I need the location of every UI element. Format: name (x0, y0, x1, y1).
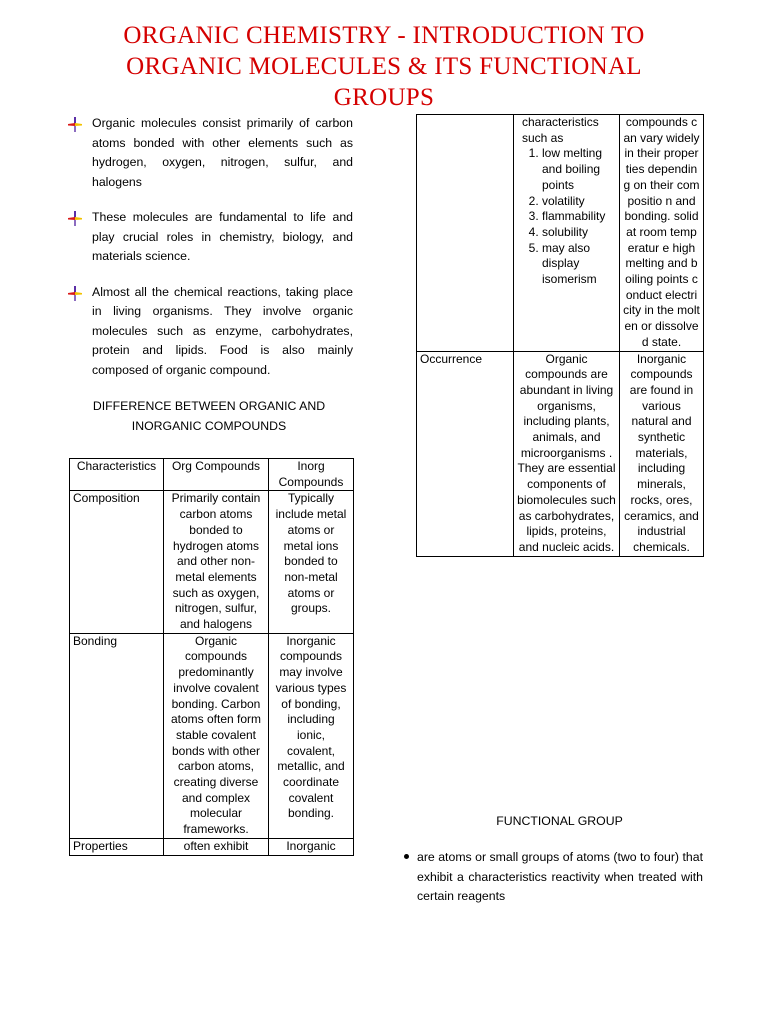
title-line-1: ORGANIC CHEMISTRY - INTRODUCTION TO (123, 22, 645, 49)
table-cell: Organic compounds are abundant in living organisms, including plants, animals, and microorganisms . They are essential components of biomolecules such as carbohydrates, lipids, proteins, and nucleic acids. (514, 351, 620, 556)
functional-group-heading: FUNCTIONAL GROUP (496, 814, 623, 828)
functional-group-list (400, 848, 703, 907)
row-label: Occurrence (417, 351, 514, 556)
table-row (70, 633, 354, 838)
functional-group-text: are atoms or small groups of atoms (two to four) that exhibit a characteristics reactivity when treated with certain reagents (417, 850, 703, 903)
comparison-table-left (69, 458, 354, 856)
table-cell: Inorganic compounds are found in various natural and synthetic materials, including minerals, rocks, ores, ceramics, and industrial chemicals. (620, 351, 704, 556)
table-header-cell: Org Compounds (164, 459, 269, 491)
pushpin-icon (67, 211, 83, 227)
row-label: Composition (70, 491, 164, 633)
title-line-3: GROUPS (333, 84, 435, 111)
left-column (65, 114, 353, 436)
list-item: 1. low melting and boiling points (542, 146, 616, 193)
page-title (0, 20, 768, 113)
row-label: Properties (70, 838, 164, 855)
list-item: 3. flammability (542, 209, 616, 225)
table-cell: Typically include metal atoms or metal ions bonded to non-metal atoms or groups. (269, 491, 354, 633)
table-cell: often exhibit (164, 838, 269, 855)
list-item: 2. volatility (542, 194, 616, 210)
intro-bullet-text: These molecules are fundamental to life and play crucial roles in chemistry, biology, and materials science. (92, 210, 353, 263)
comparison-table-right (416, 114, 704, 557)
row-label (417, 115, 514, 352)
dot-icon (404, 854, 409, 859)
table-row (70, 459, 354, 491)
table-row (70, 838, 354, 855)
table-row (417, 115, 704, 352)
list-item (65, 283, 353, 381)
list-item (65, 114, 353, 192)
difference-heading (65, 396, 353, 436)
intro-bullet-list (65, 114, 353, 380)
list-item (65, 208, 353, 267)
table-row (70, 491, 354, 633)
list-item: 5. may also display isomerism (542, 241, 616, 288)
intro-bullet-text: Almost all the chemical reactions, taking place in living organisms. They involve organic molecules such as enzyme, carbohydrates, protein and lipids. Food is also mainly composed of organic compound. (92, 284, 353, 377)
table-header-cell: Inorg Compounds (269, 459, 354, 491)
row-label: Bonding (70, 633, 164, 838)
list-item (400, 848, 703, 907)
table-cell (514, 115, 620, 352)
difference-heading-line-2: INORGANIC COMPOUNDS (131, 419, 287, 433)
pushpin-icon (67, 286, 83, 302)
title-line-2: ORGANIC MOLECULES & ITS FUNCTIONAL (126, 53, 642, 80)
intro-bullet-text: Organic molecules consist primarily of carbon atoms bonded with other elements such as hydrogen, oxygen, nitrogen, sulfur, and halogens (92, 116, 353, 189)
table-row (417, 351, 704, 556)
table-cell: Inorganic compounds may involve various types of bonding, including ionic, covalent, metallic, and coordinate covalent bonding. (269, 633, 354, 838)
table-cell: compounds can vary widely in their properties depending on their compositio n and bonding. solid at room temperatur e high melting and boiling points conduct electricity in the molten or dissolved state. (620, 115, 704, 352)
properties-org-intro: characteristics such as (522, 115, 599, 145)
properties-org-list (522, 146, 616, 287)
table-header-cell: Characteristics (70, 459, 164, 491)
table-cell: Organic compounds predominantly involve covalent bonding. Carbon atoms often form stable covalent bonds with other carbon atoms, creating diverse and complex molecular frameworks. (164, 633, 269, 838)
difference-heading-line-1: DIFFERENCE BETWEEN ORGANIC AND (92, 399, 326, 413)
table-cell: Inorganic (269, 838, 354, 855)
list-item: 4. solubility (542, 225, 616, 241)
pushpin-icon (67, 117, 83, 133)
table-cell: Primarily contain carbon atoms bonded to hydrogen atoms and other non-metal elements such as oxygen, nitrogen, sulfur, and halogens (164, 491, 269, 633)
